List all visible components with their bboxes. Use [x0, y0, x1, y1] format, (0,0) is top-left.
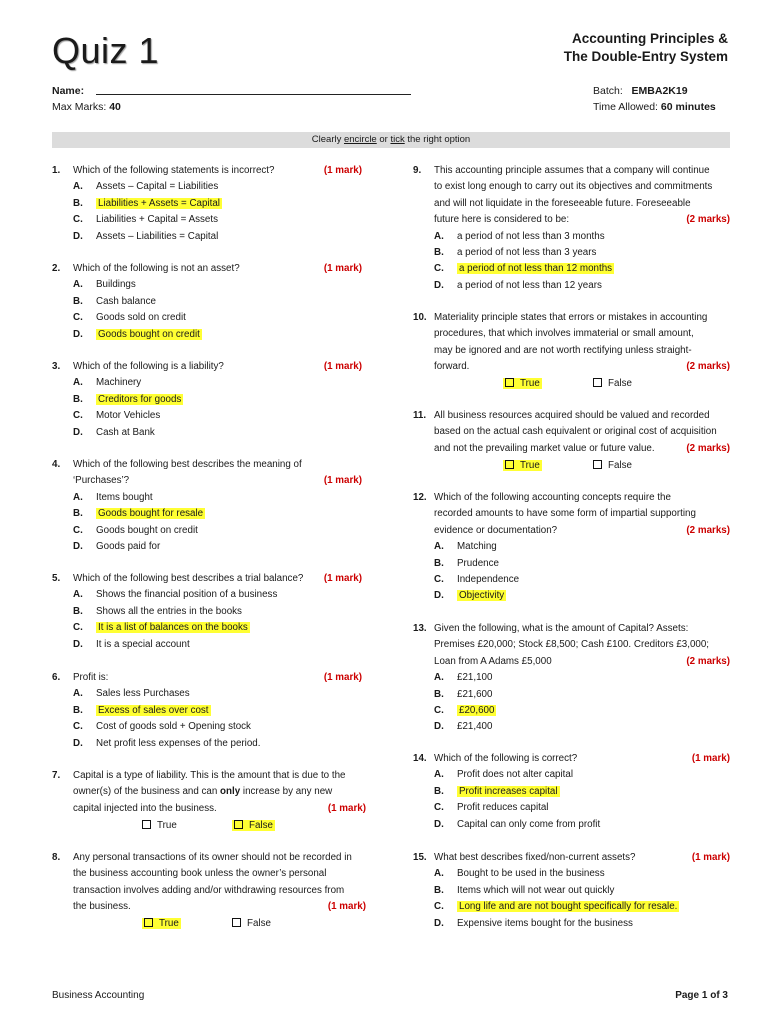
false-option[interactable]: False [593, 458, 632, 474]
question-6: 6. Profit is: (1 mark) A. Sales less Purchases B. Excess of sales over cost C. Cost of goods sold + Opening stock D. Net profit less expenses of the period. [52, 670, 362, 752]
option-d-answer[interactable]: D. Objectivity [434, 590, 505, 602]
checkbox-icon[interactable] [505, 378, 514, 387]
true-option-answer[interactable]: True [503, 458, 542, 474]
option-b[interactable]: B. Prudence [434, 557, 499, 569]
option-b-answer[interactable]: B. Liabilities + Assets = Capital [73, 197, 220, 209]
question-14: 14. Which of the following is correct? (1 mark) A. Profit does not alter capital B. Profit increases capital C. Profit reduces capital D. Capital can only come from profit [413, 751, 730, 833]
true-option[interactable]: True [142, 818, 177, 834]
checkbox-icon[interactable] [593, 460, 602, 469]
question-3: 3. Which of the following is a liability? (1 mark) A. Machinery B. Creditors for goods C. Motor Vehicles D. Cash at Bank [52, 359, 362, 441]
option-a[interactable]: A. Items bought [73, 491, 153, 503]
option-d[interactable]: D. Cash at Bank [73, 426, 155, 438]
option-b[interactable]: B. Items which will not wear out quickly [434, 884, 615, 896]
question-9: 9. This accounting principle assumes that a company will continue to exist long enough to carry out its objectives and commitments and will not liquidate in the foreseeable future. Foreseeable future here is considered to be: (2 marks) A. a period of not less than 3 months B. a period of not less than 3 years C. a period of not less than 12 months D. a period of not less than 12 years [413, 163, 730, 295]
checkbox-icon[interactable] [234, 820, 243, 829]
option-d[interactable]: D. It is a special account [73, 638, 190, 650]
option-c[interactable]: C. Cost of goods sold + Opening stock [73, 721, 251, 733]
quiz-subtitle [468, 30, 728, 66]
option-d[interactable]: D. Expensive items bought for the business [434, 917, 633, 929]
option-c[interactable]: C. Profit reduces capital [434, 802, 549, 814]
option-c-answer[interactable]: C. It is a list of balances on the books [73, 622, 248, 634]
option-c-answer[interactable]: C. £20,600 [434, 705, 495, 716]
option-b-answer[interactable]: B. Goods bought for resale [73, 508, 204, 520]
option-c-answer[interactable]: C. a period of not less than 12 months [434, 263, 613, 275]
option-c[interactable]: C. Motor Vehicles [73, 410, 161, 422]
option-b-answer[interactable]: B. Creditors for goods [73, 393, 182, 405]
option-c[interactable]: C. Independence [434, 574, 520, 585]
option-a[interactable]: A. £21,100 [434, 672, 493, 684]
false-option-answer[interactable]: False [232, 818, 275, 834]
true-option-answer[interactable]: True [142, 916, 181, 932]
option-b[interactable]: B. Shows all the entries in the books [73, 605, 242, 617]
checkbox-icon[interactable] [144, 918, 153, 927]
question-15: 15. What best describes fixed/non-current assets? (1 mark) A. Bought to be used in the business B. Items which will not wear out quickly C. Long life and are not bought specifically for resale. D. Expensive items bought for the business [413, 850, 730, 932]
option-a[interactable]: A. Profit does not alter capital [434, 769, 573, 781]
name-label: Name: [52, 85, 85, 97]
question-13: 13. Given the following, what is the amount of Capital? Assets: Premises £20,000; Stock £8,500; Cash £100. Creditors £3,000; Loan from A Adams £5,000 (2 marks) A. £21,100 B. £21,600 C. £20,600 D. £21,400 [413, 621, 730, 737]
false-option[interactable]: False [593, 376, 632, 392]
option-c[interactable]: C. Goods bought on credit [73, 524, 198, 536]
option-b[interactable]: B. Cash balance [73, 295, 156, 307]
option-b-answer[interactable]: B. Profit increases capital [434, 785, 558, 797]
option-d[interactable]: D. Assets – Liabilities = Capital [73, 230, 219, 242]
option-a[interactable]: A. Assets – Capital = Liabilities [73, 181, 219, 193]
option-c-answer[interactable]: C. Long life and are not bought specifically for resale. [434, 901, 678, 913]
checkbox-icon[interactable] [232, 918, 241, 927]
time-allowed: Time Allowed: 60 minutes [593, 101, 716, 113]
footer-course: Business Accounting [52, 990, 145, 1001]
checkbox-icon[interactable] [505, 460, 514, 469]
question-11: 11. All business resources acquired should be valued and recorded based on the actual cash equivalent or original cost of acquisition and not the prevailing market value or future value. (2 marks) True False [413, 408, 730, 478]
question-8: 8. Any personal transactions of its owner should not be recorded in the business accounting book unless the owner’s personal transaction involves adding and/or withdrawing resources from the business. (1 mark) True False [52, 850, 366, 936]
option-b[interactable]: B. a period of not less than 3 years [434, 247, 597, 258]
question-5: 5. Which of the following best describes a trial balance? (1 mark) A. Shows the financial position of a business B. Shows all the entries in the books C. It is a list of balances on the books D. It is a special account [52, 571, 362, 653]
option-b-answer[interactable]: B. Excess of sales over cost [73, 704, 209, 716]
checkbox-icon[interactable] [593, 378, 602, 387]
option-a[interactable]: A. Buildings [73, 279, 136, 291]
instruction-banner: Clearly encircle or tick the right option [52, 132, 730, 148]
question-12: 12. Which of the following accounting concepts require the recorded amounts to have some form of impartial supporting evidence or documentation? (2 marks) A. Matching B. Prudence C. Independence D. Objectivity [413, 490, 730, 606]
option-d-answer[interactable]: D. Goods bought on credit [73, 328, 200, 340]
option-c[interactable]: C. Liabilities + Capital = Assets [73, 214, 218, 226]
question-1: 1. Which of the following statements is incorrect? (1 mark) A. Assets – Capital = Liabilities B. Liabilities + Assets = Capital C. Liabilities + Capital = Assets D. Assets – Liabilities = Capital [52, 163, 362, 245]
subtitle-line-2: The Double-Entry System [563, 49, 728, 64]
question-4: 4. Which of the following best describes the meaning of ‘Purchases’? (1 mark) A. Items bought B. Goods bought for resale C. Goods bought on credit D. Goods paid for [52, 457, 362, 557]
page-number: Page 1 of 3 [675, 990, 728, 1001]
option-a[interactable]: A. Sales less Purchases [73, 688, 190, 700]
option-a[interactable]: A. Machinery [73, 377, 142, 389]
option-a[interactable]: A. Matching [434, 541, 497, 553]
option-d[interactable]: D. Goods paid for [73, 541, 161, 552]
option-d[interactable]: D. £21,400 [434, 721, 493, 733]
true-option-answer[interactable]: True [503, 376, 542, 392]
option-c[interactable]: C. Goods sold on credit [73, 312, 186, 324]
option-a[interactable]: A. a period of not less than 3 months [434, 230, 605, 242]
option-a[interactable]: A. Bought to be used in the business [434, 868, 605, 880]
question-2: 2. Which of the following is not an asset? (1 mark) A. Buildings B. Cash balance C. Goods sold on credit D. Goods bought on credit [52, 261, 362, 343]
option-b[interactable]: B. £21,600 [434, 688, 493, 700]
option-d[interactable]: D. a period of not less than 12 years [434, 279, 602, 291]
false-option[interactable]: False [232, 916, 271, 932]
option-d[interactable]: D. Capital can only come from profit [434, 818, 601, 830]
batch-info: Batch: EMBA2K19 [593, 85, 688, 97]
option-a[interactable]: A. Shows the financial position of a business [73, 589, 278, 601]
question-10: 10. Materiality principle states that errors or mistakes in accounting procedures, that which involves immaterial or small amount, may be ignored and are not worth rectifying unless straight- forward. (2 marks) True False [413, 310, 730, 396]
question-7: 7. Capital is a type of liability. This is the amount that is due to the owner(s) of the business and can only increase by any new capital injected into the business. (1 mark) True False [52, 768, 366, 838]
page-title: Quiz 1 [52, 30, 160, 71]
subtitle-line-1: Accounting Principles & [571, 31, 728, 46]
checkbox-icon[interactable] [142, 820, 151, 829]
max-marks: Max Marks: 40 [52, 101, 121, 113]
option-d[interactable]: D. Net profit less expenses of the period. [73, 737, 261, 749]
name-field-line [96, 94, 411, 95]
